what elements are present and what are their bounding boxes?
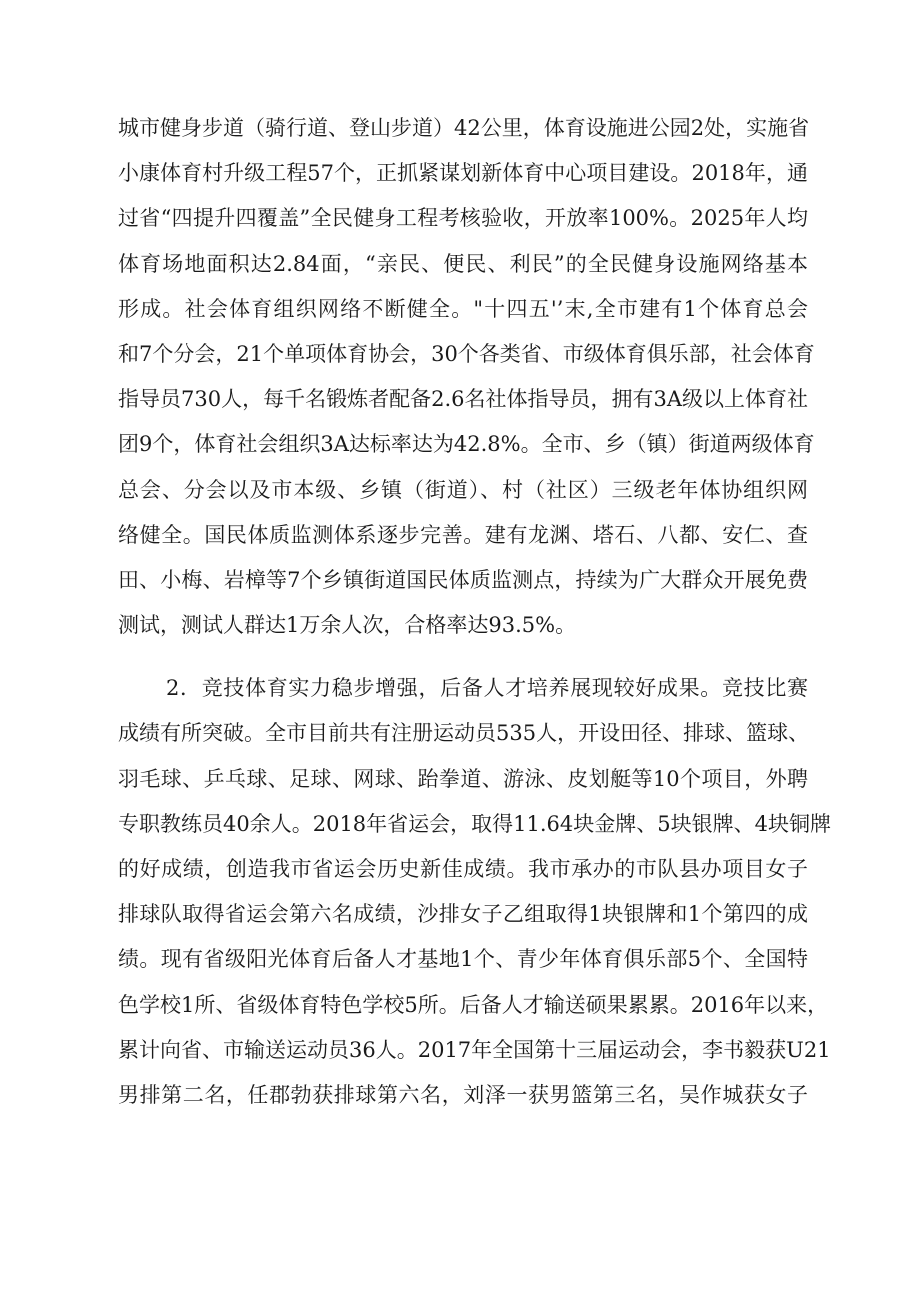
- text-line: 色学校1所、省级体育特色学校5所。后备人才输送硕果累累。2016年以来，: [118, 992, 829, 1017]
- text-line: 排球队取得省运会第六名成绩，沙排女子乙组取得1块银牌和1个第四的成: [118, 902, 808, 927]
- document-body: [118, 106, 832, 1118]
- paragraph-gap: [118, 648, 808, 666]
- text-line: 团9个，体育社会组织3A达标率达为42.8%。全市、乡（镇）街道两级体育: [118, 432, 815, 457]
- text-line: 2．竞技体育实力稳步增强，后备人才培养展现较好成果。竞技比赛: [166, 676, 808, 701]
- text-line: 男排第二名，任郡勃获排球第六名，刘泽一获男篮第三名，吴作城获女子: [118, 1082, 808, 1107]
- text-line: 的好成绩，创造我市省运会历史新佳成绩。我市承办的市队县办项目女子: [118, 857, 808, 881]
- text-line: 形成。社会体育组织网络不断健全。"十四五'’末,全市建有1个体育总会: [118, 296, 808, 321]
- text-line: 羽毛球、乒乓球、足球、网球、跆拳道、游泳、皮划艇等10个项目，外聘: [118, 766, 808, 791]
- text-line: 过省“四提升四覆盖”全民健身工程考核验收，开放率100%。2025年人均: [118, 206, 808, 231]
- text-line: 体育场地面积达2.84面，“亲民、便民、利民”的全民健身设施网络基本: [118, 251, 808, 276]
- text-line: 总会、分会以及市本级、乡镇（街道）、村（社区）三级老年体协组织网: [118, 477, 808, 502]
- text-line: 测试，测试人群达1万余人次，合格率达93.5%。: [118, 613, 577, 638]
- text-line: 累计向省、市输送运动员36人。2017年全国第十三届运动会，李书毅获U21: [118, 1037, 831, 1062]
- text-line: 专职教练员40余人。2018年省运会，取得11.64块金牌、5块银牌、4块铜牌: [118, 811, 832, 836]
- text-line: 络健全。国民体质监测体系逐步完善。建有龙渊、塔石、八都、安仁、查: [118, 522, 808, 547]
- text-line: 成绩有所突破。全市目前共有注册运动员535人，开设田径、排球、篮球、: [118, 721, 810, 746]
- text-line: 小康体育村升级工程57个，正抓紧谋划新体育中心项目建设。2018年，通: [118, 161, 808, 186]
- text-line: 城市健身步道（骑行道、登山步道）42公里，体育设施进公园2处，实施省: [118, 116, 810, 140]
- text-line: 指导员730人，每千名锻炼者配备2.6名社体指导员，拥有3A级以上体育社: [118, 387, 809, 412]
- text-line: 田、小梅、岩樟等7个乡镇街道国民体质监测点，持续为广大群众开展免费: [118, 567, 808, 592]
- text-line: 和7个分会，21个单项体育协会，30个各类省、市级体育俱乐部，社会体育: [118, 341, 815, 366]
- text-line: 绩。现有省级阳光体育后备人才基地1个、青少年体育俱乐部5个、全国特: [118, 947, 808, 972]
